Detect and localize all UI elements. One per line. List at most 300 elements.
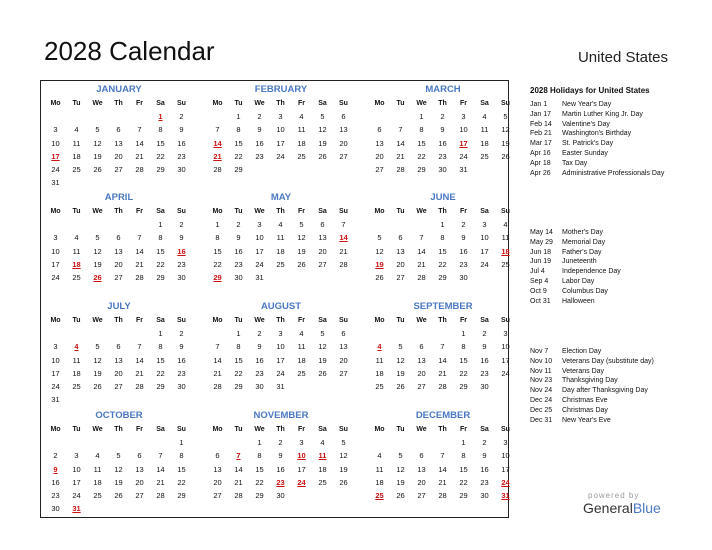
day-cell[interactable]: 26 xyxy=(396,382,405,392)
day-cell[interactable]: 6 xyxy=(398,233,403,243)
day-cell[interactable]: 20 xyxy=(213,477,222,487)
day-cell[interactable]: 26 xyxy=(93,382,102,392)
day-cell[interactable]: 4 xyxy=(320,438,325,447)
day-cell[interactable]: 19 xyxy=(318,355,327,365)
holiday-day-cell[interactable]: 25 xyxy=(375,491,384,501)
day-cell[interactable]: 12 xyxy=(318,125,327,135)
day-cell[interactable]: 29 xyxy=(255,491,264,501)
day-cell[interactable]: 28 xyxy=(438,491,447,501)
holiday-day-cell[interactable]: 4 xyxy=(377,342,382,352)
day-cell[interactable]: 18 xyxy=(375,368,384,378)
day-cell[interactable]: 8 xyxy=(440,233,445,243)
day-cell[interactable]: 10 xyxy=(276,342,285,352)
day-cell[interactable]: 15 xyxy=(156,355,165,365)
day-cell[interactable]: 24 xyxy=(51,165,60,175)
day-cell[interactable]: 14 xyxy=(417,246,426,256)
day-cell[interactable]: 2 xyxy=(179,220,184,229)
day-cell[interactable]: 9 xyxy=(278,451,283,461)
day-cell[interactable]: 1 xyxy=(158,329,163,338)
holiday-day-cell[interactable]: 19 xyxy=(375,259,384,269)
day-cell[interactable]: 1 xyxy=(257,438,262,447)
day-cell[interactable]: 5 xyxy=(398,342,403,352)
holiday-day-cell[interactable]: 14 xyxy=(339,233,348,243)
day-cell[interactable]: 6 xyxy=(341,329,346,338)
day-cell[interactable]: 31 xyxy=(51,178,60,188)
day-cell[interactable]: 18 xyxy=(318,464,327,474)
day-cell[interactable]: 12 xyxy=(93,138,102,148)
day-cell[interactable]: 28 xyxy=(396,165,405,175)
day-cell[interactable]: 7 xyxy=(158,451,163,461)
day-cell[interactable]: 4 xyxy=(377,451,382,461)
day-cell[interactable]: 1 xyxy=(179,438,184,447)
day-cell[interactable]: 11 xyxy=(501,233,510,243)
day-cell[interactable]: 8 xyxy=(236,342,241,352)
day-cell[interactable]: 5 xyxy=(320,112,325,121)
day-cell[interactable]: 20 xyxy=(114,259,123,269)
day-cell[interactable]: 1 xyxy=(236,329,241,338)
day-cell[interactable]: 22 xyxy=(156,151,165,161)
day-cell[interactable]: 3 xyxy=(74,451,79,461)
day-cell[interactable]: 10 xyxy=(480,233,489,243)
day-cell[interactable]: 25 xyxy=(72,273,81,283)
day-cell[interactable]: 21 xyxy=(417,259,426,269)
day-cell[interactable]: 30 xyxy=(51,504,60,514)
day-cell[interactable]: 31 xyxy=(255,273,264,283)
day-cell[interactable]: 10 xyxy=(255,233,264,243)
day-cell[interactable]: 5 xyxy=(341,438,346,447)
day-cell[interactable]: 1 xyxy=(461,438,466,447)
day-cell[interactable]: 1 xyxy=(461,329,466,338)
day-cell[interactable]: 4 xyxy=(278,220,283,229)
day-cell[interactable]: 29 xyxy=(156,273,165,283)
day-cell[interactable]: 19 xyxy=(501,138,510,148)
day-cell[interactable]: 21 xyxy=(396,151,405,161)
day-cell[interactable]: 22 xyxy=(177,477,186,487)
day-cell[interactable]: 12 xyxy=(501,125,510,135)
day-cell[interactable]: 12 xyxy=(396,464,405,474)
holiday-day-cell[interactable]: 16 xyxy=(177,246,186,256)
day-cell[interactable]: 21 xyxy=(339,246,348,256)
day-cell[interactable]: 13 xyxy=(318,233,327,243)
day-cell[interactable]: 12 xyxy=(318,342,327,352)
day-cell[interactable]: 2 xyxy=(257,329,262,338)
day-cell[interactable]: 6 xyxy=(419,451,424,461)
day-cell[interactable]: 11 xyxy=(297,342,306,352)
day-cell[interactable]: 16 xyxy=(177,138,186,148)
day-cell[interactable]: 26 xyxy=(375,273,384,283)
day-cell[interactable]: 20 xyxy=(375,151,384,161)
holiday-day-cell[interactable]: 1 xyxy=(158,112,163,121)
day-cell[interactable]: 23 xyxy=(480,477,489,487)
day-cell[interactable]: 21 xyxy=(438,368,447,378)
day-cell[interactable]: 25 xyxy=(276,259,285,269)
day-cell[interactable]: 26 xyxy=(339,477,348,487)
day-cell[interactable]: 21 xyxy=(135,151,144,161)
day-cell[interactable]: 6 xyxy=(215,451,220,461)
holiday-day-cell[interactable]: 7 xyxy=(236,451,241,461)
day-cell[interactable]: 5 xyxy=(95,233,100,243)
day-cell[interactable]: 17 xyxy=(276,355,285,365)
day-cell[interactable]: 5 xyxy=(95,125,100,135)
day-cell[interactable]: 6 xyxy=(116,233,121,243)
day-cell[interactable]: 18 xyxy=(297,138,306,148)
day-cell[interactable]: 24 xyxy=(501,368,510,378)
day-cell[interactable]: 21 xyxy=(156,477,165,487)
holiday-day-cell[interactable]: 31 xyxy=(72,504,81,514)
day-cell[interactable]: 13 xyxy=(339,125,348,135)
day-cell[interactable]: 26 xyxy=(297,259,306,269)
day-cell[interactable]: 23 xyxy=(177,151,186,161)
day-cell[interactable]: 14 xyxy=(438,464,447,474)
day-cell[interactable]: 14 xyxy=(135,355,144,365)
day-cell[interactable]: 5 xyxy=(503,112,508,121)
day-cell[interactable]: 24 xyxy=(276,151,285,161)
day-cell[interactable]: 22 xyxy=(417,151,426,161)
day-cell[interactable]: 15 xyxy=(459,464,468,474)
day-cell[interactable]: 12 xyxy=(339,451,348,461)
day-cell[interactable]: 13 xyxy=(114,246,123,256)
day-cell[interactable]: 29 xyxy=(234,165,243,175)
day-cell[interactable]: 9 xyxy=(179,233,184,243)
day-cell[interactable]: 27 xyxy=(114,382,123,392)
day-cell[interactable]: 6 xyxy=(116,342,121,352)
day-cell[interactable]: 29 xyxy=(156,382,165,392)
day-cell[interactable]: 8 xyxy=(419,125,424,135)
day-cell[interactable]: 9 xyxy=(482,451,487,461)
day-cell[interactable]: 15 xyxy=(459,355,468,365)
day-cell[interactable]: 29 xyxy=(438,273,447,283)
day-cell[interactable]: 21 xyxy=(234,477,243,487)
day-cell[interactable]: 30 xyxy=(276,491,285,501)
day-cell[interactable]: 6 xyxy=(320,220,325,229)
day-cell[interactable]: 22 xyxy=(213,259,222,269)
day-cell[interactable]: 12 xyxy=(114,464,123,474)
day-cell[interactable]: 24 xyxy=(255,259,264,269)
day-cell[interactable]: 20 xyxy=(396,259,405,269)
day-cell[interactable]: 18 xyxy=(72,368,81,378)
day-cell[interactable]: 22 xyxy=(438,259,447,269)
day-cell[interactable]: 16 xyxy=(276,464,285,474)
day-cell[interactable]: 9 xyxy=(257,125,262,135)
day-cell[interactable]: 10 xyxy=(501,451,510,461)
day-cell[interactable]: 18 xyxy=(72,151,81,161)
day-cell[interactable]: 6 xyxy=(137,451,142,461)
day-cell[interactable]: 25 xyxy=(72,165,81,175)
day-cell[interactable]: 31 xyxy=(51,395,60,405)
day-cell[interactable]: 9 xyxy=(482,342,487,352)
day-cell[interactable]: 2 xyxy=(440,112,445,121)
day-cell[interactable]: 2 xyxy=(257,112,262,121)
day-cell[interactable]: 8 xyxy=(158,125,163,135)
day-cell[interactable]: 26 xyxy=(318,368,327,378)
day-cell[interactable]: 26 xyxy=(114,491,123,501)
day-cell[interactable]: 13 xyxy=(339,342,348,352)
day-cell[interactable]: 12 xyxy=(297,233,306,243)
day-cell[interactable]: 6 xyxy=(419,342,424,352)
day-cell[interactable]: 12 xyxy=(93,246,102,256)
day-cell[interactable]: 3 xyxy=(461,112,466,121)
holiday-day-cell[interactable]: 14 xyxy=(213,138,222,148)
day-cell[interactable]: 13 xyxy=(417,464,426,474)
day-cell[interactable]: 20 xyxy=(417,477,426,487)
day-cell[interactable]: 27 xyxy=(213,491,222,501)
day-cell[interactable]: 10 xyxy=(501,342,510,352)
day-cell[interactable]: 4 xyxy=(299,329,304,338)
day-cell[interactable]: 22 xyxy=(459,368,468,378)
day-cell[interactable]: 15 xyxy=(234,138,243,148)
day-cell[interactable]: 7 xyxy=(137,342,142,352)
day-cell[interactable]: 3 xyxy=(278,112,283,121)
day-cell[interactable]: 24 xyxy=(276,368,285,378)
day-cell[interactable]: 5 xyxy=(320,329,325,338)
day-cell[interactable]: 30 xyxy=(480,491,489,501)
day-cell[interactable]: 18 xyxy=(297,355,306,365)
day-cell[interactable]: 29 xyxy=(417,165,426,175)
day-cell[interactable]: 13 xyxy=(417,355,426,365)
day-cell[interactable]: 15 xyxy=(438,246,447,256)
day-cell[interactable]: 28 xyxy=(339,259,348,269)
day-cell[interactable]: 2 xyxy=(461,220,466,229)
day-cell[interactable]: 14 xyxy=(396,138,405,148)
day-cell[interactable]: 22 xyxy=(156,368,165,378)
day-cell[interactable]: 4 xyxy=(482,112,487,121)
day-cell[interactable]: 21 xyxy=(213,368,222,378)
day-cell[interactable]: 6 xyxy=(377,125,382,135)
day-cell[interactable]: 16 xyxy=(177,355,186,365)
day-cell[interactable]: 23 xyxy=(438,151,447,161)
day-cell[interactable]: 25 xyxy=(375,382,384,392)
day-cell[interactable]: 14 xyxy=(213,355,222,365)
day-cell[interactable]: 27 xyxy=(339,151,348,161)
day-cell[interactable]: 5 xyxy=(95,342,100,352)
day-cell[interactable]: 17 xyxy=(255,246,264,256)
day-cell[interactable]: 29 xyxy=(234,382,243,392)
day-cell[interactable]: 20 xyxy=(339,355,348,365)
day-cell[interactable]: 9 xyxy=(179,342,184,352)
day-cell[interactable]: 14 xyxy=(438,355,447,365)
day-cell[interactable]: 28 xyxy=(213,165,222,175)
day-cell[interactable]: 8 xyxy=(461,342,466,352)
day-cell[interactable]: 30 xyxy=(438,165,447,175)
day-cell[interactable]: 22 xyxy=(234,368,243,378)
day-cell[interactable]: 24 xyxy=(72,491,81,501)
holiday-day-cell[interactable]: 24 xyxy=(297,477,306,487)
day-cell[interactable]: 25 xyxy=(93,491,102,501)
day-cell[interactable]: 7 xyxy=(440,451,445,461)
day-cell[interactable]: 3 xyxy=(278,329,283,338)
holiday-day-cell[interactable]: 18 xyxy=(72,259,81,269)
day-cell[interactable]: 11 xyxy=(375,355,384,365)
day-cell[interactable]: 28 xyxy=(135,165,144,175)
day-cell[interactable]: 10 xyxy=(276,125,285,135)
day-cell[interactable]: 8 xyxy=(158,233,163,243)
day-cell[interactable]: 30 xyxy=(234,273,243,283)
day-cell[interactable]: 25 xyxy=(501,259,510,269)
holiday-day-cell[interactable]: 9 xyxy=(53,464,58,474)
day-cell[interactable]: 23 xyxy=(480,368,489,378)
day-cell[interactable]: 9 xyxy=(461,233,466,243)
day-cell[interactable]: 11 xyxy=(93,464,102,474)
day-cell[interactable]: 3 xyxy=(503,438,508,447)
day-cell[interactable]: 7 xyxy=(341,220,346,229)
day-cell[interactable]: 1 xyxy=(215,220,220,229)
day-cell[interactable]: 16 xyxy=(234,246,243,256)
day-cell[interactable]: 31 xyxy=(459,165,468,175)
day-cell[interactable]: 30 xyxy=(177,382,186,392)
day-cell[interactable]: 20 xyxy=(339,138,348,148)
day-cell[interactable]: 25 xyxy=(297,151,306,161)
day-cell[interactable]: 5 xyxy=(377,233,382,243)
day-cell[interactable]: 7 xyxy=(440,342,445,352)
day-cell[interactable]: 25 xyxy=(72,382,81,392)
day-cell[interactable]: 19 xyxy=(93,368,102,378)
day-cell[interactable]: 20 xyxy=(114,368,123,378)
day-cell[interactable]: 26 xyxy=(501,151,510,161)
day-cell[interactable]: 27 xyxy=(135,491,144,501)
day-cell[interactable]: 10 xyxy=(51,355,60,365)
day-cell[interactable]: 13 xyxy=(114,355,123,365)
day-cell[interactable]: 1 xyxy=(419,112,424,121)
day-cell[interactable]: 5 xyxy=(398,451,403,461)
day-cell[interactable]: 30 xyxy=(177,165,186,175)
day-cell[interactable]: 7 xyxy=(215,342,220,352)
day-cell[interactable]: 7 xyxy=(137,233,142,243)
day-cell[interactable]: 14 xyxy=(135,138,144,148)
day-cell[interactable]: 17 xyxy=(297,464,306,474)
day-cell[interactable]: 20 xyxy=(135,477,144,487)
day-cell[interactable]: 12 xyxy=(375,246,384,256)
day-cell[interactable]: 26 xyxy=(93,165,102,175)
day-cell[interactable]: 18 xyxy=(276,246,285,256)
day-cell[interactable]: 18 xyxy=(93,477,102,487)
day-cell[interactable]: 24 xyxy=(459,151,468,161)
day-cell[interactable]: 16 xyxy=(480,355,489,365)
day-cell[interactable]: 28 xyxy=(156,491,165,501)
day-cell[interactable]: 13 xyxy=(135,464,144,474)
day-cell[interactable]: 23 xyxy=(255,368,264,378)
day-cell[interactable]: 20 xyxy=(318,246,327,256)
day-cell[interactable]: 26 xyxy=(396,491,405,501)
day-cell[interactable]: 11 xyxy=(375,464,384,474)
day-cell[interactable]: 9 xyxy=(440,125,445,135)
day-cell[interactable]: 27 xyxy=(396,273,405,283)
day-cell[interactable]: 7 xyxy=(419,233,424,243)
day-cell[interactable]: 4 xyxy=(74,125,79,135)
holiday-day-cell[interactable]: 21 xyxy=(213,151,222,161)
day-cell[interactable]: 17 xyxy=(72,477,81,487)
day-cell[interactable]: 28 xyxy=(135,382,144,392)
day-cell[interactable]: 11 xyxy=(72,246,81,256)
day-cell[interactable]: 4 xyxy=(95,451,100,461)
day-cell[interactable]: 17 xyxy=(51,368,60,378)
day-cell[interactable]: 15 xyxy=(234,355,243,365)
day-cell[interactable]: 10 xyxy=(72,464,81,474)
day-cell[interactable]: 17 xyxy=(276,138,285,148)
day-cell[interactable]: 26 xyxy=(318,151,327,161)
day-cell[interactable]: 30 xyxy=(459,273,468,283)
day-cell[interactable]: 15 xyxy=(213,246,222,256)
day-cell[interactable]: 9 xyxy=(179,125,184,135)
day-cell[interactable]: 17 xyxy=(501,464,510,474)
day-cell[interactable]: 4 xyxy=(503,220,508,229)
day-cell[interactable]: 19 xyxy=(396,477,405,487)
day-cell[interactable]: 8 xyxy=(158,342,163,352)
day-cell[interactable]: 11 xyxy=(276,233,285,243)
day-cell[interactable]: 12 xyxy=(93,355,102,365)
day-cell[interactable]: 16 xyxy=(255,355,264,365)
day-cell[interactable]: 3 xyxy=(53,125,58,135)
day-cell[interactable]: 29 xyxy=(177,491,186,501)
day-cell[interactable]: 23 xyxy=(255,151,264,161)
day-cell[interactable]: 8 xyxy=(236,125,241,135)
holiday-day-cell[interactable]: 18 xyxy=(501,246,510,256)
day-cell[interactable]: 27 xyxy=(375,165,384,175)
day-cell[interactable]: 3 xyxy=(53,233,58,243)
day-cell[interactable]: 25 xyxy=(297,368,306,378)
day-cell[interactable]: 7 xyxy=(137,125,142,135)
day-cell[interactable]: 25 xyxy=(318,477,327,487)
day-cell[interactable]: 29 xyxy=(459,491,468,501)
day-cell[interactable]: 15 xyxy=(255,464,264,474)
day-cell[interactable]: 12 xyxy=(396,355,405,365)
day-cell[interactable]: 3 xyxy=(53,342,58,352)
day-cell[interactable]: 27 xyxy=(318,259,327,269)
day-cell[interactable]: 27 xyxy=(339,368,348,378)
day-cell[interactable]: 16 xyxy=(255,138,264,148)
day-cell[interactable]: 4 xyxy=(74,233,79,243)
day-cell[interactable]: 28 xyxy=(213,382,222,392)
day-cell[interactable]: 1 xyxy=(236,112,241,121)
holiday-day-cell[interactable]: 17 xyxy=(459,138,468,148)
day-cell[interactable]: 11 xyxy=(72,138,81,148)
day-cell[interactable]: 2 xyxy=(179,112,184,121)
day-cell[interactable]: 28 xyxy=(438,382,447,392)
day-cell[interactable]: 16 xyxy=(459,246,468,256)
day-cell[interactable]: 30 xyxy=(255,382,264,392)
day-cell[interactable]: 19 xyxy=(396,368,405,378)
day-cell[interactable]: 9 xyxy=(257,342,262,352)
day-cell[interactable]: 8 xyxy=(257,451,262,461)
day-cell[interactable]: 13 xyxy=(213,464,222,474)
day-cell[interactable]: 13 xyxy=(396,246,405,256)
day-cell[interactable]: 14 xyxy=(135,246,144,256)
day-cell[interactable]: 28 xyxy=(417,273,426,283)
day-cell[interactable]: 2 xyxy=(482,329,487,338)
day-cell[interactable]: 24 xyxy=(51,382,60,392)
day-cell[interactable]: 3 xyxy=(482,220,487,229)
day-cell[interactable]: 18 xyxy=(480,138,489,148)
day-cell[interactable]: 2 xyxy=(236,220,241,229)
day-cell[interactable]: 1 xyxy=(158,220,163,229)
day-cell[interactable]: 23 xyxy=(51,491,60,501)
holiday-day-cell[interactable]: 26 xyxy=(93,273,102,283)
day-cell[interactable]: 9 xyxy=(236,233,241,243)
day-cell[interactable]: 11 xyxy=(72,355,81,365)
day-cell[interactable]: 1 xyxy=(440,220,445,229)
day-cell[interactable]: 5 xyxy=(299,220,304,229)
day-cell[interactable]: 3 xyxy=(503,329,508,338)
day-cell[interactable]: 17 xyxy=(501,355,510,365)
day-cell[interactable]: 16 xyxy=(438,138,447,148)
day-cell[interactable]: 5 xyxy=(116,451,121,461)
day-cell[interactable]: 16 xyxy=(51,477,60,487)
day-cell[interactable]: 30 xyxy=(480,382,489,392)
day-cell[interactable]: 20 xyxy=(417,368,426,378)
holiday-day-cell[interactable]: 31 xyxy=(501,491,510,501)
holiday-day-cell[interactable]: 24 xyxy=(501,477,510,487)
day-cell[interactable]: 15 xyxy=(417,138,426,148)
day-cell[interactable]: 20 xyxy=(114,151,123,161)
